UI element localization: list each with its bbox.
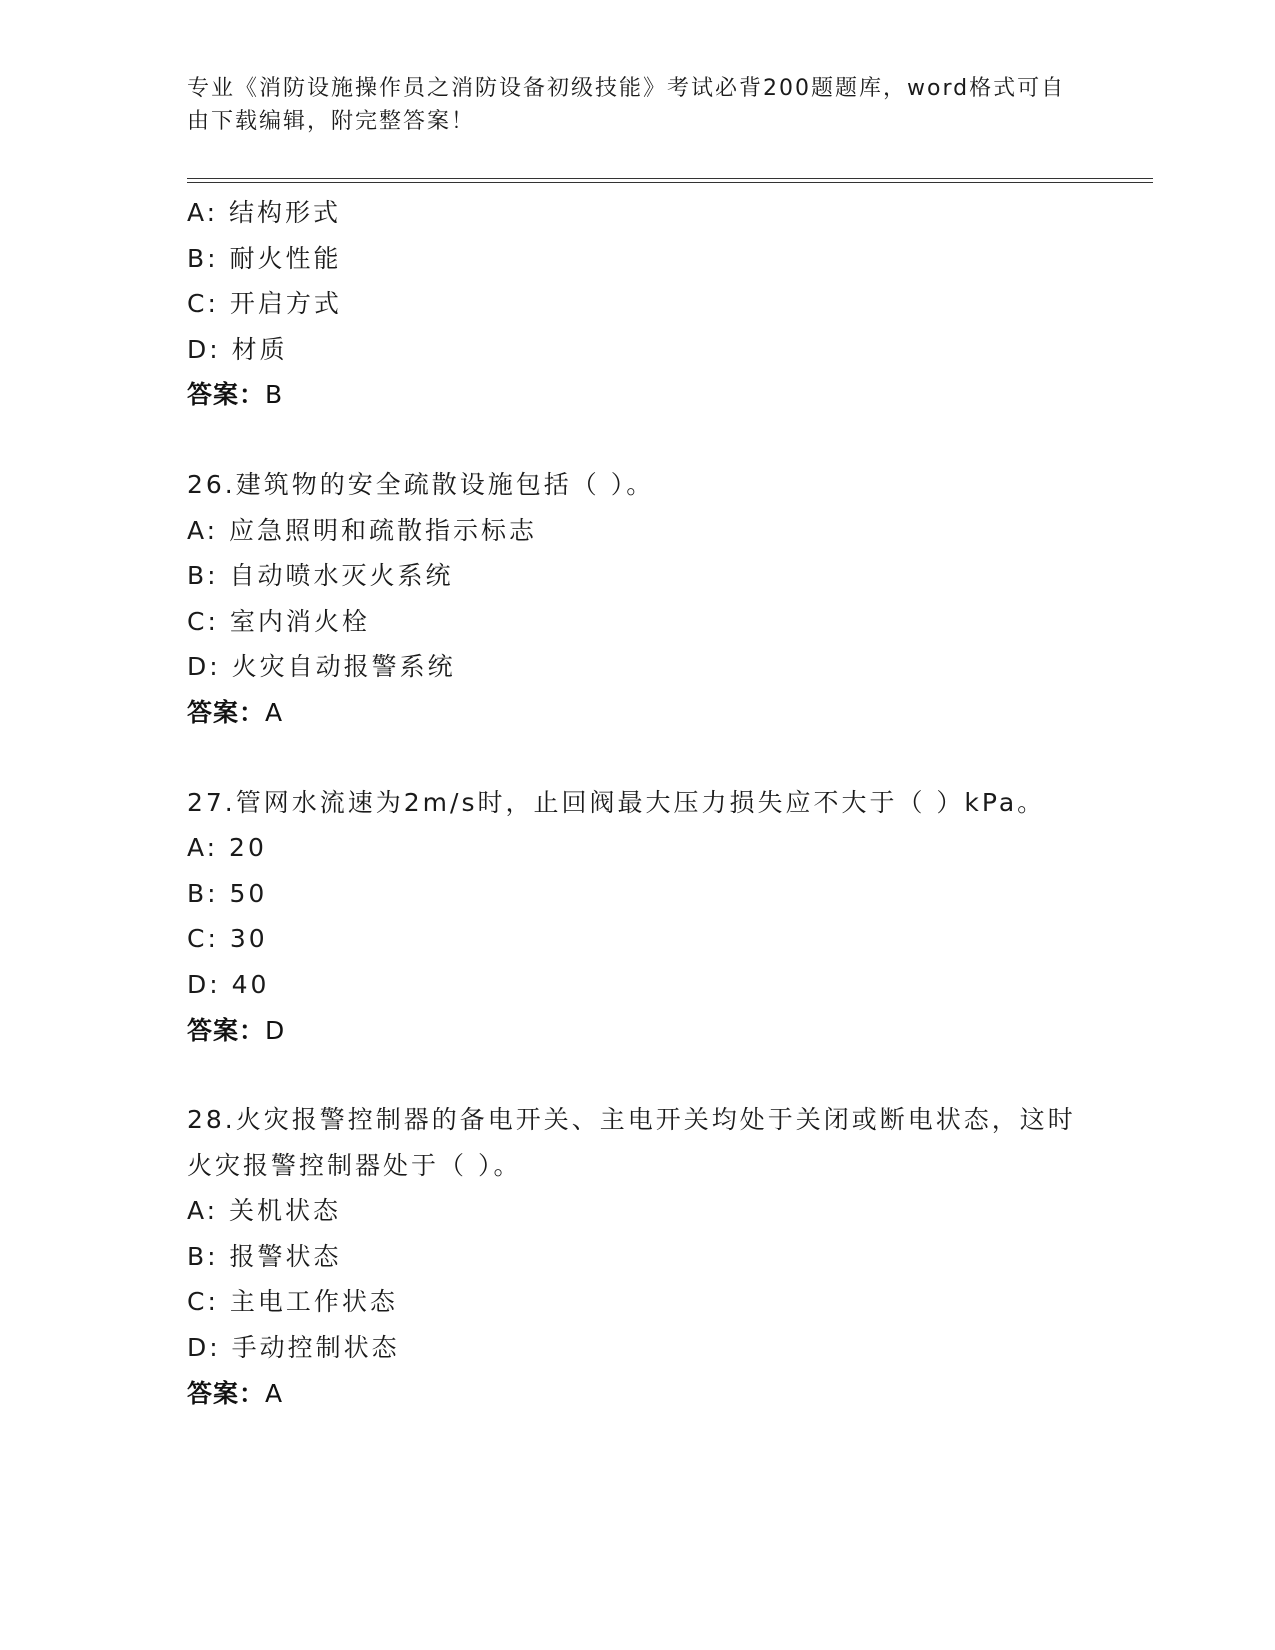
answer-label: 答案： [187,1378,266,1408]
answer-value: A [265,1378,284,1408]
answer-value: B [265,380,284,410]
answer-label: 答案： [187,1015,266,1045]
answer-label: 答案： [187,380,266,410]
option-a: A: 20 [187,833,267,863]
option-a: A: 结构形式 [187,198,342,227]
option-d: D: 材质 [187,334,288,364]
answer-line [187,1008,1087,1054]
option-b: B: 自动喷水灭火系统 [187,561,454,591]
answer-value: D [265,1015,286,1045]
document-header: 专业《消防设施操作员之消防设备初级技能》考试必背200题题库，word格式可自由下载编辑，附完整答案！ [187,76,1066,134]
option-b: B: 耐火性能 [187,243,342,273]
option-a: A: 关机状态 [187,1196,342,1226]
header-divider-bottom [187,182,1153,183]
option-c: C: 室内消火栓 [187,606,370,636]
question-block-continued [187,190,1087,418]
answer-line [187,1371,1087,1417]
question-block-26 [187,462,1087,736]
answer-label: 答案： [187,697,266,727]
spacer [187,1053,1087,1097]
spacer [187,418,1087,462]
option-b: B: 50 [187,878,268,908]
option-c: C: 开启方式 [187,289,342,319]
option-a: A: 应急照明和疏散指示标志 [187,515,538,545]
question-stem: 26.建筑物的安全疏散设施包括（ ）。 [187,469,655,499]
question-stem: 28.火灾报警控制器的备电开关、主电开关均处于关闭或断电状态，这时火灾报警控制器处于（ ）。 [187,1105,1076,1180]
question-block-27 [187,780,1087,1054]
question-block-28 [187,1097,1087,1416]
option-d: D: 40 [187,969,270,999]
header-divider-top [187,178,1153,179]
option-b: B: 报警状态 [187,1241,342,1271]
question-stem: 27.管网水流速为2m/s时，止回阀最大压力损失应不大于（ ）kPa。 [187,787,1046,817]
option-c: C: 30 [187,924,268,954]
spacer [187,736,1087,780]
answer-line [187,690,1087,736]
question-list [187,190,1087,1416]
answer-value: A [265,697,284,727]
option-d: D: 火灾自动报警系统 [187,652,456,682]
option-d: D: 手动控制状态 [187,1333,400,1363]
option-c: C: 主电工作状态 [187,1287,398,1317]
answer-line [187,372,1087,418]
